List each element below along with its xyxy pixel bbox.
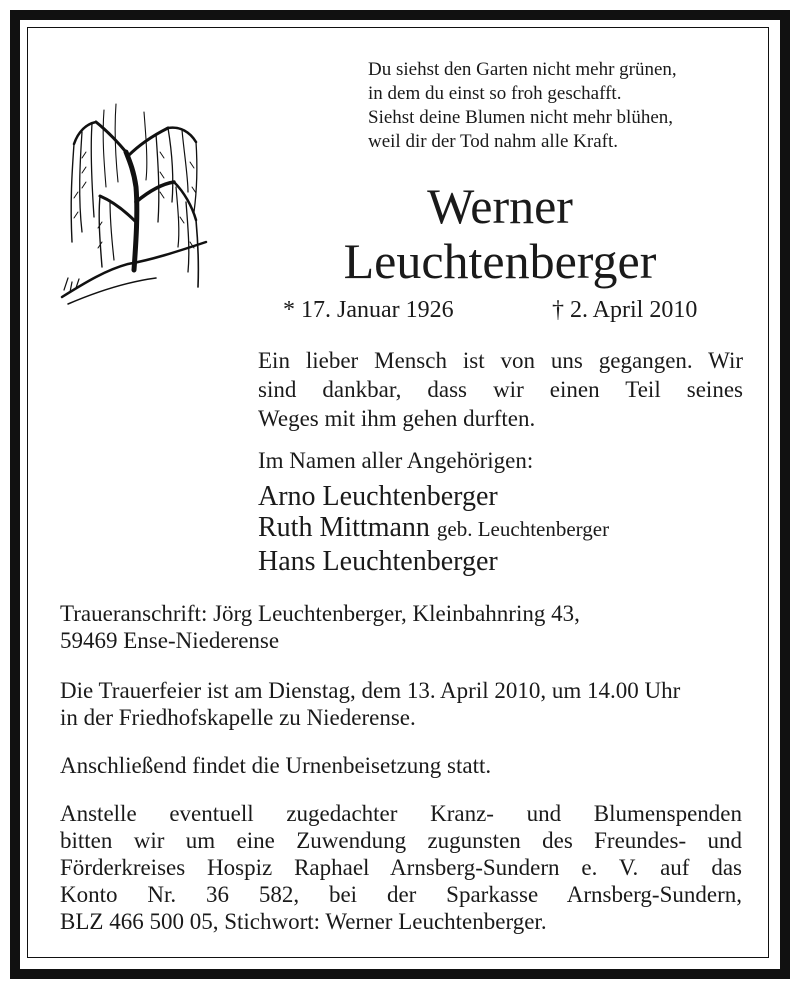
deceased-first-name: Werner [427, 178, 573, 234]
mourning-address [60, 600, 742, 654]
family-member-name: Hans Leuchtenberger [258, 546, 498, 577]
tribute-line: sind dankbar, dass wir einen Teil seines [258, 377, 743, 402]
donation-line: BLZ 466 500 05, Stichwort: Werner Leuchtenberger. [60, 909, 547, 934]
donation-line: bitten wir um eine Zuwendung zugunsten des Freundes- und [60, 828, 742, 853]
poem-line: in dem du einst so froh geschafft. [368, 83, 622, 104]
family-member [258, 512, 609, 544]
family-member [258, 481, 498, 513]
family-intro: Im Namen aller Angehörigen: [258, 448, 534, 473]
burial-line: Anschließend findet die Urnenbeisetzung statt. [60, 753, 492, 778]
weeping-willow-icon [56, 92, 216, 312]
family-member-name: Arno Leuchtenberger [258, 481, 498, 512]
poem-line: Du siehst den Garten nicht mehr grünen, [368, 59, 677, 80]
ceremony-line: Die Trauerfeier ist am Dienstag, dem 13. April 2010, um 14.00 Uhr [60, 678, 681, 703]
burial-info [60, 752, 742, 779]
address-line: 59469 Ense-Niederense [60, 628, 280, 653]
tribute-text [258, 346, 743, 433]
deceased-last-name: Leuchtenberger [343, 233, 657, 289]
tribute-line: Ein lieber Mensch ist von uns gegangen. Wir [258, 348, 743, 373]
tribute-line: Weges mit ihm gehen durften. [258, 406, 536, 431]
poem [368, 58, 758, 154]
address-line: Traueranschrift: Jörg Leuchtenberger, Kleinbahnring 43, [60, 601, 580, 626]
death-date: † 2. April 2010 [552, 297, 698, 323]
poem-line: weil dir der Tod nahm alle Kraft. [368, 131, 618, 152]
poem-line: Siehst deine Blumen nicht mehr blühen, [368, 107, 674, 128]
donation-line: Konto Nr. 36 582, bei der Sparkasse Arnsberg-Sundern, [60, 882, 742, 907]
donation-line: Förderkreises Hospiz Raphael Arnsberg-Sundern e. V. auf das [60, 855, 742, 880]
ceremony-info [60, 677, 742, 731]
donation-line: Anstelle eventuell zugedachter Kranz- und Blumenspenden [60, 801, 742, 826]
family-member-note: geb. Leuchtenberger [436, 517, 610, 541]
birth-date: * 17. Januar 1926 [283, 297, 454, 323]
family-member [258, 546, 498, 578]
ceremony-line: in der Friedhofskapelle zu Niederense. [60, 705, 416, 730]
donation-info [60, 800, 742, 935]
family-member-name: Ruth Mittmann [258, 512, 430, 543]
